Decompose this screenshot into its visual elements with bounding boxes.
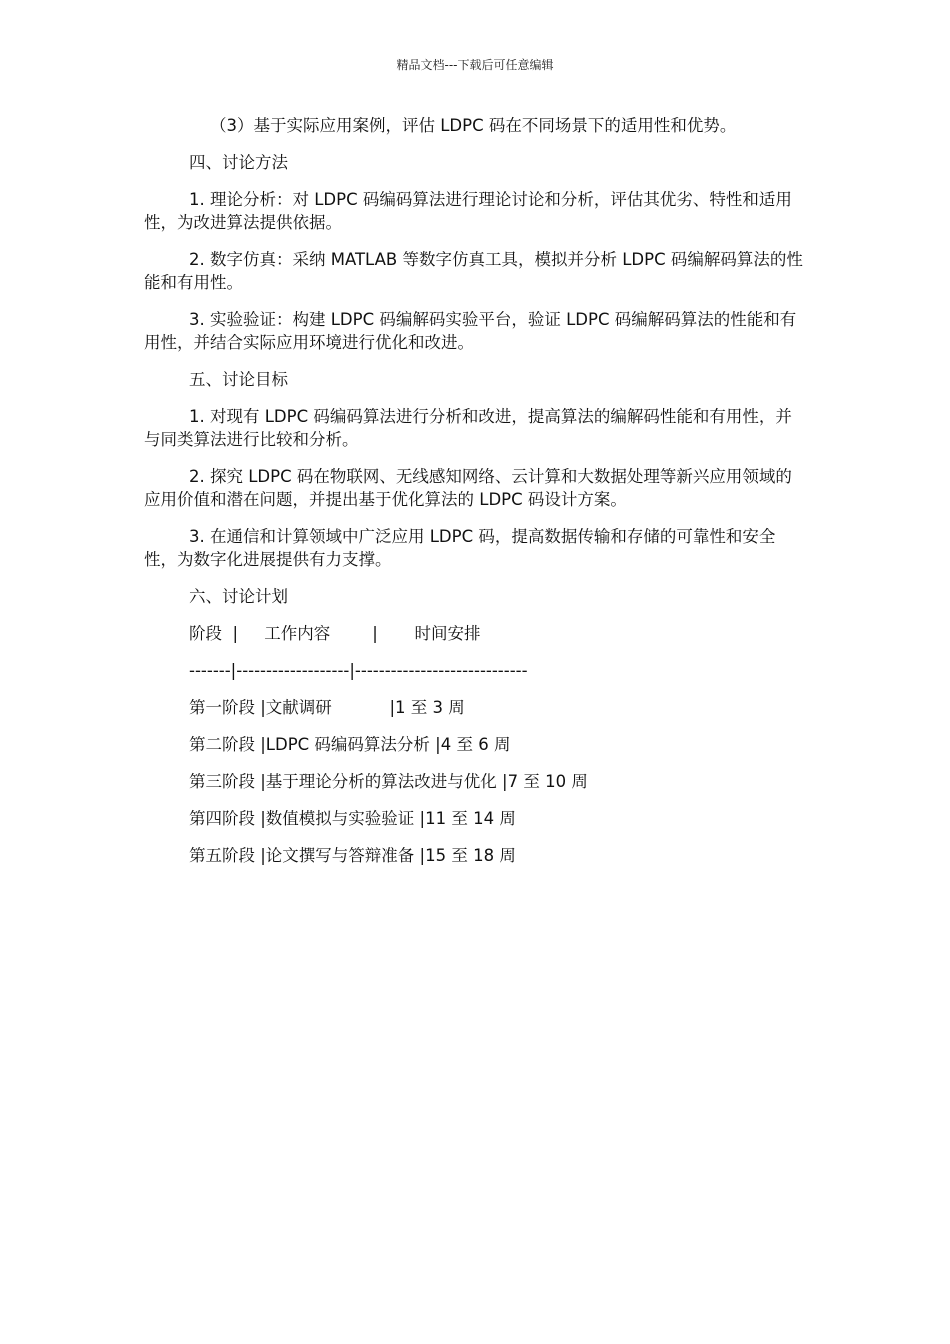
- plan-table-separator: -------|-------------------|-----------------------------: [189, 661, 528, 680]
- paragraph-goal-3: 3. 在通信和计算领域中广泛应用 LDPC 码，提高数据传输和存储的可靠性和安全性，为数字化进展提供有力支撑。: [144, 527, 776, 569]
- paragraph-method-3: 3. 实验验证：构建 LDPC 码编解码实验平台，验证 LDPC 码编解码算法的性能和有用性，并结合实际应用环境进行优化和改进。: [144, 310, 797, 352]
- paragraph-goal-2: 2. 探究 LDPC 码在物联网、无线感知网络、云计算和大数据处理等新兴应用领域的应用价值和潜在问题，并提出基于优化算法的 LDPC 码设计方案。: [144, 467, 792, 509]
- page-header: 精品文档---下载后可任意编辑: [396, 58, 554, 72]
- paragraph-goal-1: 1. 对现有 LDPC 码编码算法进行分析和改进，提高算法的编解码性能和有用性，并与同类算法进行比较和分析。: [144, 407, 792, 449]
- paragraph-method-2: 2. 数字仿真：采纳 MATLAB 等数字仿真工具，模拟并分析 LDPC 码编解码算法的性能和有用性。: [144, 250, 803, 292]
- plan-table-row: 第一阶段 |文献调研 |1 至 3 周: [189, 698, 465, 717]
- plan-table-header: 阶段 | 工作内容 | 时间安排: [189, 624, 481, 643]
- paragraph-objective-3: （3）基于实际应用案例，评估 LDPC 码在不同场景下的适用性和优势。: [210, 116, 737, 135]
- plan-table-row: 第二阶段 |LDPC 码编码算法分析 |4 至 6 周: [189, 735, 511, 754]
- section-heading-plan: 六、讨论计划: [189, 587, 288, 606]
- document-body: [144, 114, 804, 881]
- plan-table-row: 第四阶段 |数值模拟与实验验证 |11 至 14 周: [189, 809, 516, 828]
- paragraph-method-1: 1. 理论分析：对 LDPC 码编码算法进行理论讨论和分析，评估其优劣、特性和适用性，为改进算法提供依据。: [144, 190, 792, 232]
- plan-table-row: 第五阶段 |论文撰写与答辩准备 |15 至 18 周: [189, 846, 516, 865]
- plan-table-row: 第三阶段 |基于理论分析的算法改进与优化 |7 至 10 周: [189, 772, 588, 791]
- section-heading-goals: 五、讨论目标: [189, 370, 288, 389]
- section-heading-methods: 四、讨论方法: [189, 153, 288, 172]
